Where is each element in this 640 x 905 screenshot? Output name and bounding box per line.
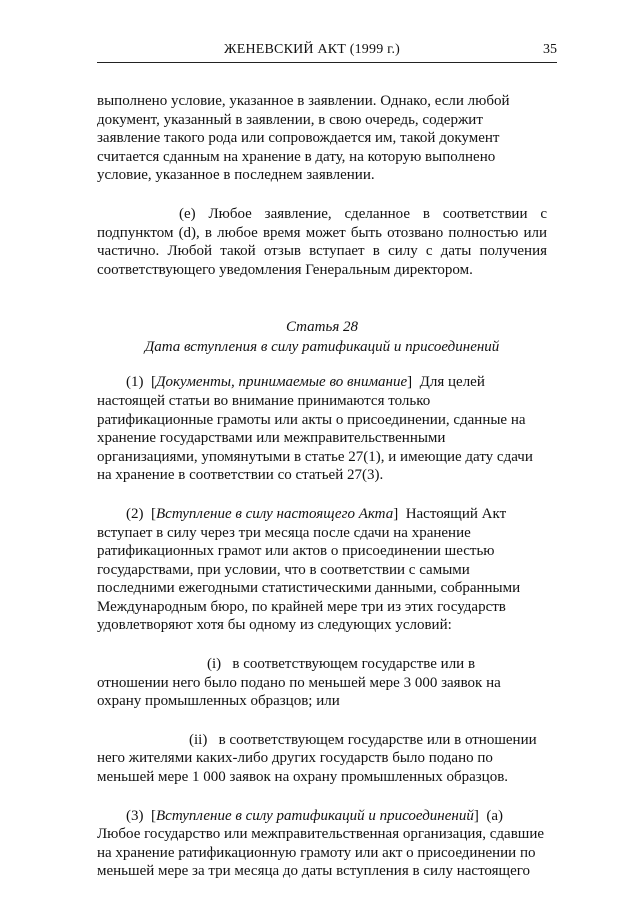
paragraph-continuation: выполнено условие, указанное в заявлении. Однако, если любой документ, указанный в заявлении, в свою очередь, содержит заявление такого рода или сопровождается им, такой документ считается сданным на хранение в дату, на которую выполнено условие, указанное в последнем заявлении.	[97, 93, 510, 184]
paragraph-1: (1) [Документы, принимаемые во внимание] Для целей настоящей статьи во внимание принимаются только ратификационные грамоты или акты о присоединении, сданные на хранение государствами или межправительственными организациями, упомянутыми в статье 27(1), и имеющие дату сдачи на хранение в соответствии со статьей 27(3).	[97, 374, 533, 484]
paragraph-3-text: Любое государство или межправительственная организация, сдавшие на хранение ратификационную грамоту или акт о присоединении по меньшей мере за три месяца до даты вступления в силу настоящего	[97, 826, 545, 880]
paragraph-3-number: (3)	[126, 807, 144, 824]
paragraph-3-sub: (a)	[486, 807, 504, 824]
paragraph-e: (e) Любое заявление, сделанное в соответствии с подпунктом (d), в любое время может быть отозвано полностью или частично. Любой такой отзыв вступает в силу с даты получения соответствующего уведомления Генеральным директором.	[97, 205, 547, 278]
paragraph-2-number: (2)	[126, 505, 144, 522]
item-i-label: (i)	[207, 656, 222, 673]
document-body	[97, 92, 547, 881]
item-ii-label: (ii)	[189, 731, 208, 748]
paragraph-3: (3) [Вступление в силу ратификаций и присоединений] (a) Любое государство или межправительственная организация, сдавшие на хранение ратификационную грамоту или акт о присоединении по меньшей мере за три месяца до даты вступления в силу настоящего	[97, 807, 545, 880]
item-ii-text: в соответствующем государстве или в отношении него жителями каких-либо других государств было подано по меньшей мере 1 000 заявок на охрану промышленных образцов.	[97, 731, 537, 786]
paragraph-2-heading: Вступление в силу настоящего Акта	[156, 505, 394, 522]
item-i	[97, 655, 547, 711]
item-i-text: в соответствующем государстве или в отношении него было подано по меньшей мере 3 000 заявок на охрану промышленных образцов; или	[97, 656, 501, 710]
paragraph-2-text: Настоящий Акт вступает в силу через три месяца после сдачи на хранение ратификационных грамот или актов о присоединении шестью государствами, при условии, что в соответствии с самыми последними ежегодными статистическими данными, собранными Международным бюро, по крайней мере три из этих государств удовлетворяют хотя бы одному из следующих условий:	[97, 505, 521, 634]
running-header	[97, 42, 557, 63]
paragraph-1-heading: Документы, принимаемые во внимание	[156, 374, 408, 391]
paragraph-1-text: Для целей настоящей статьи во внимание принимаются только ратификационные грамоты или акты о присоединении, сданные на хранение государствами или межправительственными организациями, упомянутыми в статье 27(1), и имеющие дату сдачи на хранение в соответствии со статьей 27(3).	[97, 374, 533, 484]
header-title: ЖЕНЕВСКИЙ АКТ (1999 г.)	[223, 42, 401, 57]
page-number: 35	[543, 42, 557, 57]
article-number: Статья 28	[285, 319, 359, 336]
paragraph-3-heading: Вступление в силу ратификаций и присоединений	[156, 807, 474, 824]
paragraph-1-number: (1)	[126, 374, 144, 391]
item-ii	[97, 731, 547, 787]
paragraph-2: (2) [Вступление в силу настоящего Акта] Настоящий Акт вступает в силу через три месяца после сдачи на хранение ратификационных грамот или актов о присоединении шестью государствами, при условии, что в соответствии с самыми последними ежегодными статистическими данными, собранными Международным бюро, по крайней мере три из этих государств удовлетворяют хотя бы одному из следующих условий:	[97, 505, 521, 634]
article-title: Дата вступления в силу ратификаций и присоединений	[144, 339, 500, 356]
